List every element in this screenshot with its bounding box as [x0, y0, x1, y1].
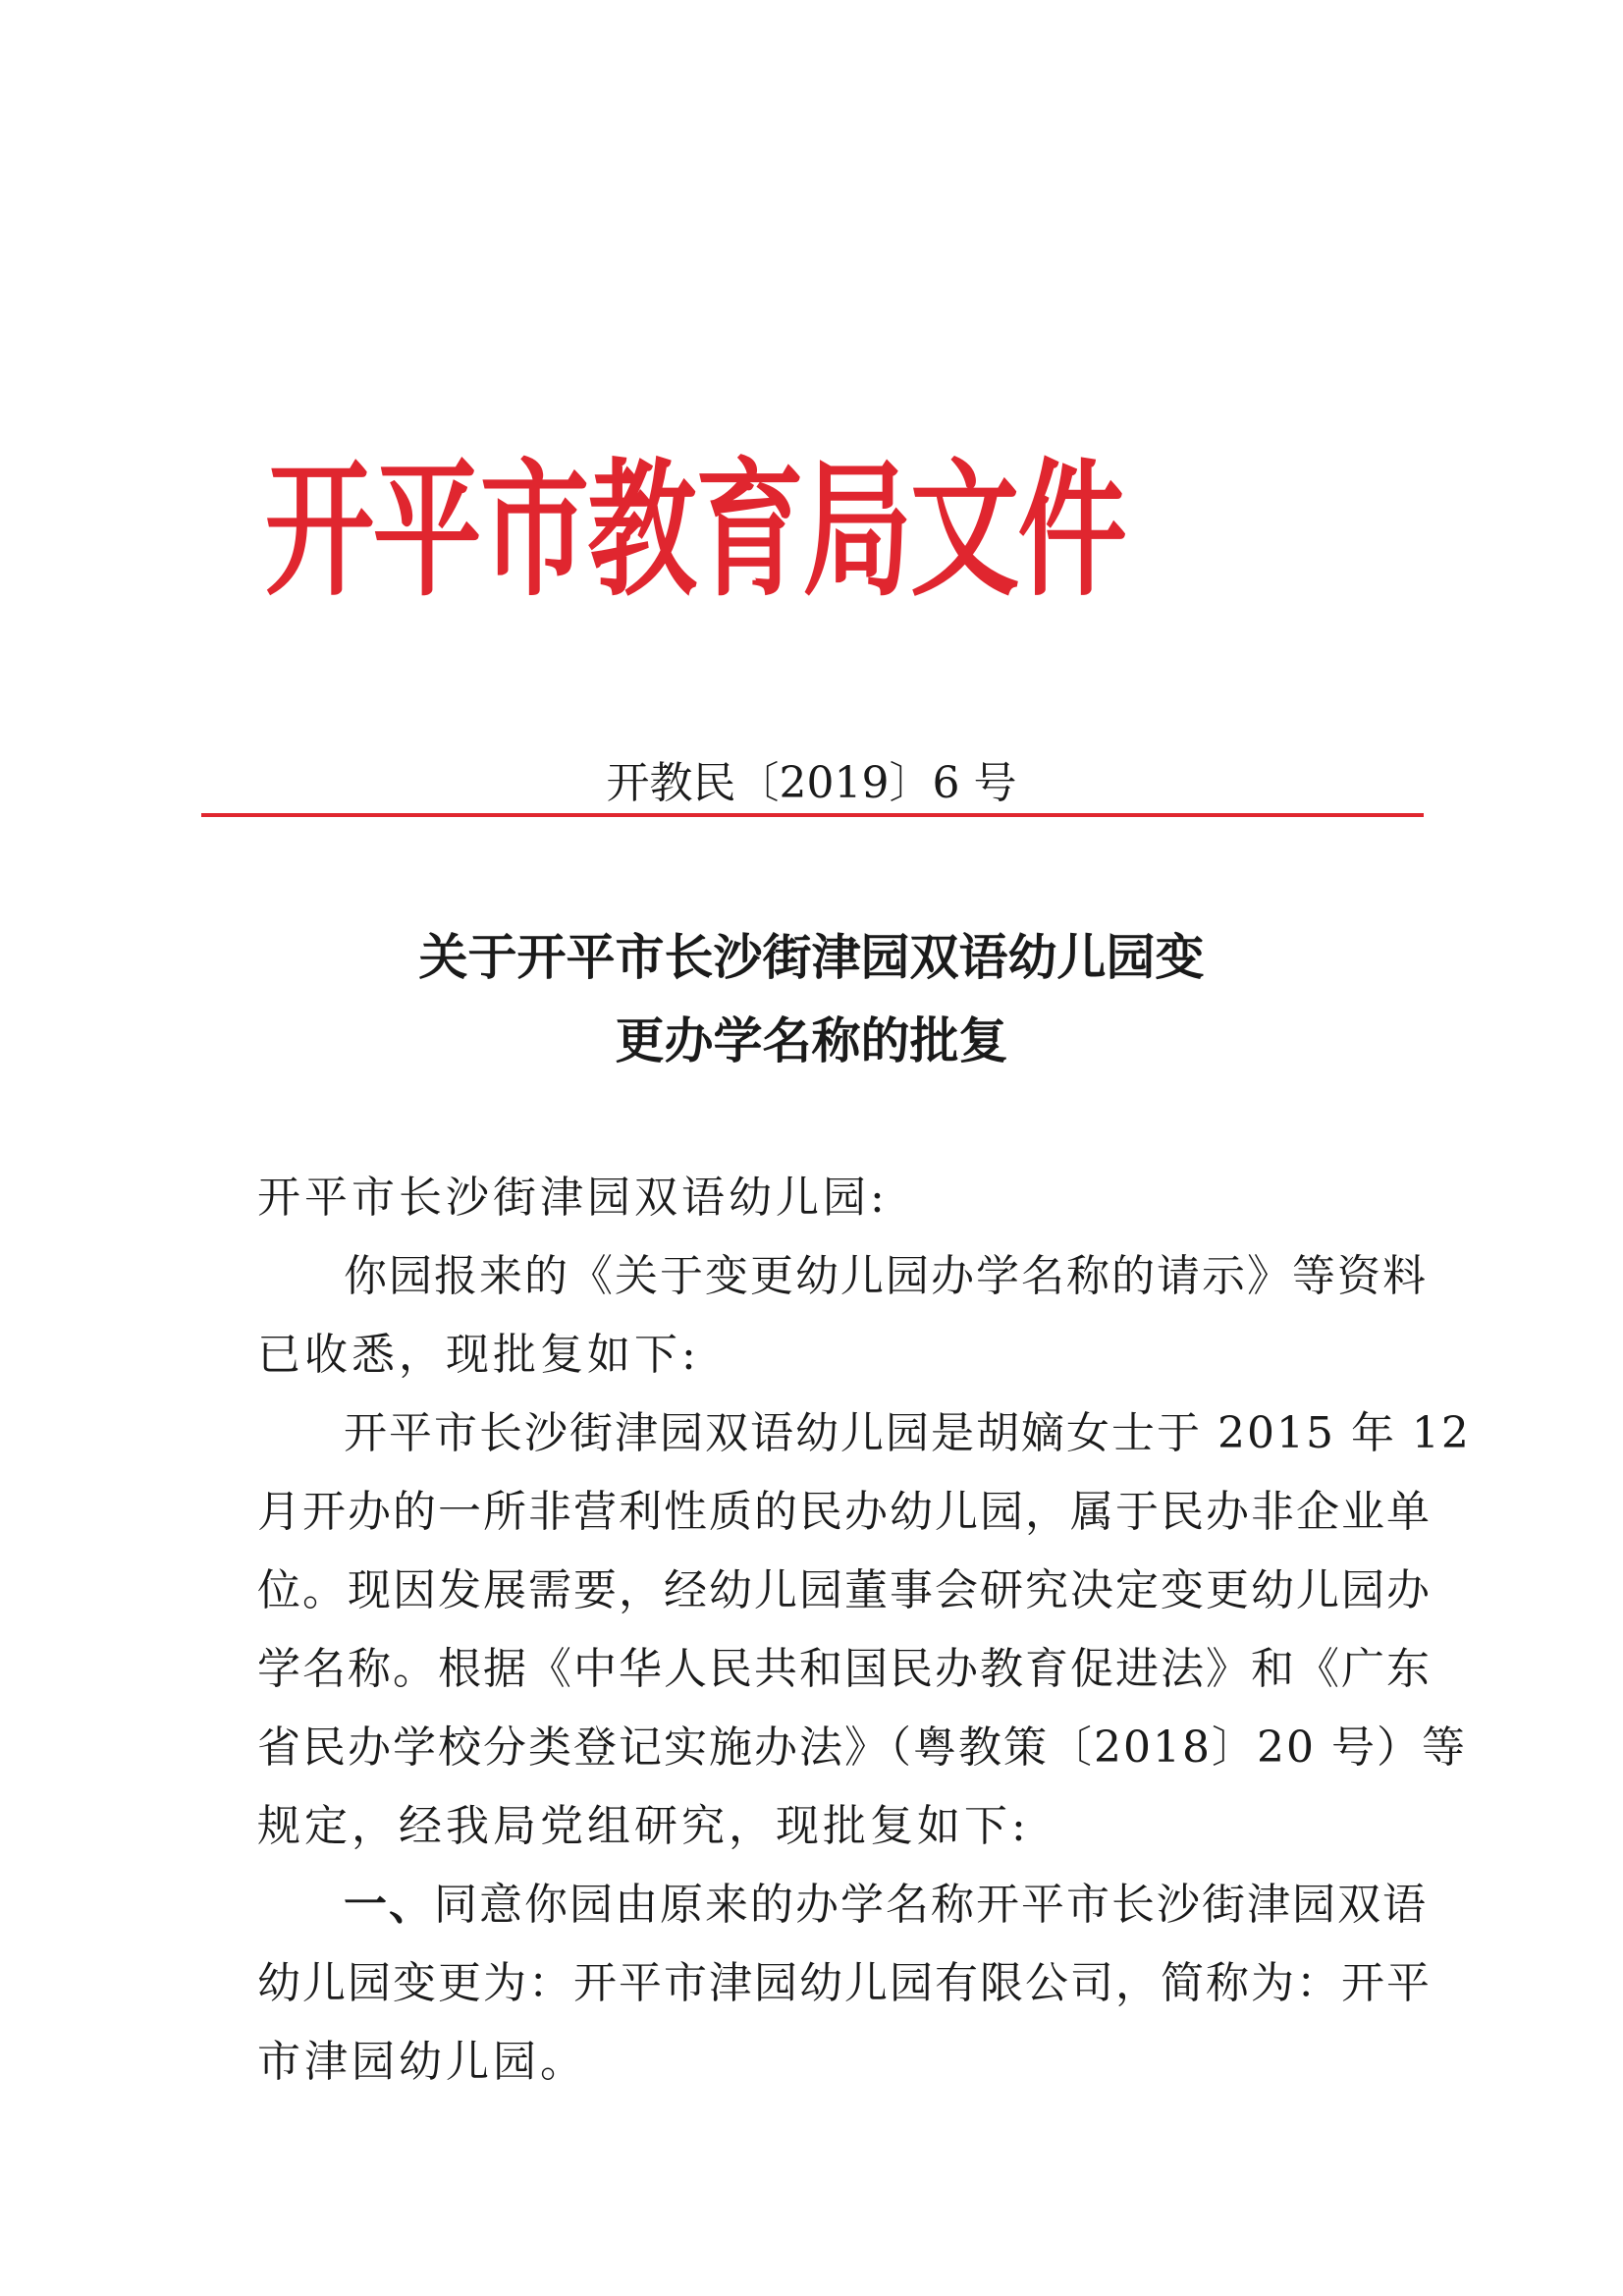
body-line-6: 学名称。根据《中华人民共和国民办教育促进法》和《广东: [257, 1644, 1432, 1694]
body-line-1: 你园报来的《关于变更幼儿园办学名称的请示》等资料: [344, 1251, 1428, 1301]
body-line-8: 规定，经我局党组研究，现批复如下:: [257, 1801, 1030, 1851]
body-line-7: 省民办学校分类登记实施办法》（粤教策〔2018〕20 号）等: [257, 1722, 1467, 1773]
document-title-line-1: 关于开平市长沙街津园双语幼儿园变: [418, 929, 1205, 986]
item-1-line-1: [344, 1876, 1428, 1935]
masthead-title: 开平市教育局文件: [265, 444, 1126, 617]
body-line-2: 已收悉，现批复如下:: [257, 1330, 700, 1380]
body-line-3: 开平市长沙街津园双语幼儿园是胡嫡女士于 2015 年 12: [344, 1408, 1471, 1458]
item-1-line-2: 幼儿园变更为：开平市津园幼儿园有限公司，简称为：开平: [257, 1958, 1432, 2008]
document-title-line-2: 更办学名称的批复: [615, 1012, 1008, 1069]
red-divider-line: [201, 813, 1424, 817]
item-1-line-3: 市津园幼儿园。: [257, 2037, 587, 2087]
salutation: 开平市长沙街津园双语幼儿园:: [257, 1173, 889, 1223]
document-number: 开教民〔2019〕6 号: [606, 758, 1017, 808]
body-line-4: 月开办的一所非营利性质的民办幼儿园，属于民办非企业单: [257, 1487, 1432, 1537]
item-1-text: 同意你园由原来的办学名称开平市长沙街津园双语: [434, 1880, 1428, 1930]
body-line-5: 位。现因发展需要，经幼儿园董事会研究决定变更幼儿园办: [257, 1565, 1432, 1615]
item-1-lead: 一、: [344, 1880, 434, 1930]
